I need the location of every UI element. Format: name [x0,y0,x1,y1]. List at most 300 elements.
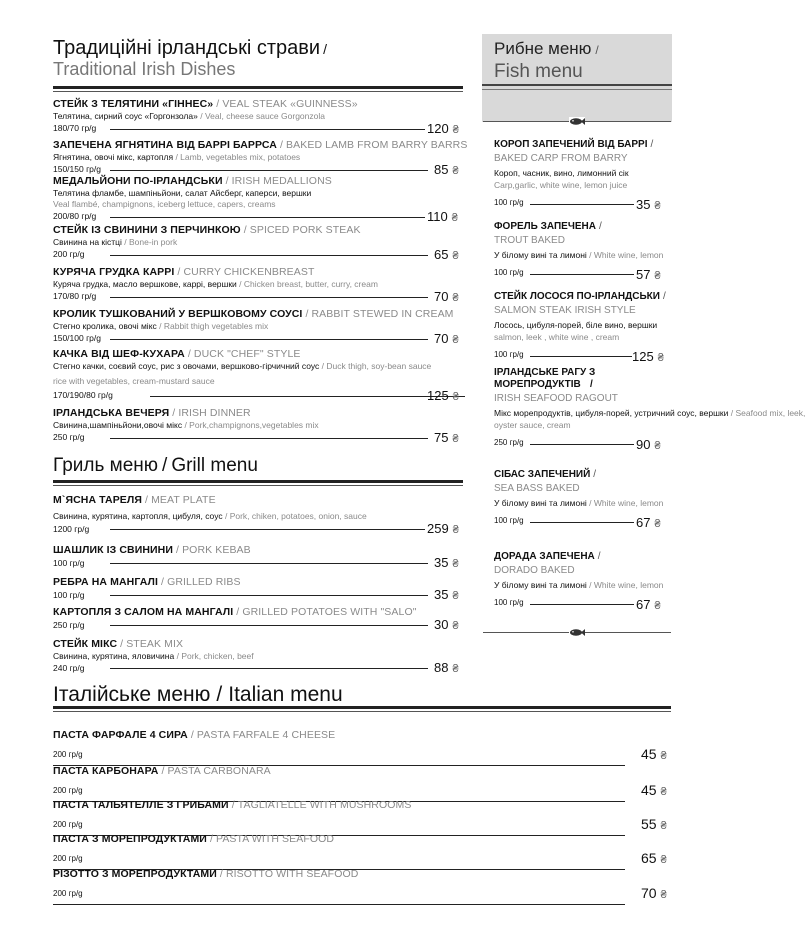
price-leader [110,438,428,439]
fish-item-description [494,408,805,419]
item-name-en: PORK KEBAB [182,544,251,556]
irish-title-en: Traditional Irish Dishes [53,59,236,79]
fish-item-name [494,139,653,150]
fish-title-rule [482,84,672,86]
fish-item-name-ua: ІРЛАНДСЬКЕ РАГУ З МОРЕПРОДУКТІВ [494,367,596,390]
item-name [53,407,251,419]
item-desc-ua: Телятина, сирний соус «Горгонзола» [53,111,198,121]
item-weight: 200 гр/g [53,854,83,863]
price-value: 259 [427,521,449,536]
fish-divider-top [483,117,671,127]
fish-item-name-en: SALMON STEAK IRISH STYLE [494,305,636,316]
item-desc-ua: Стегно кролика, овочі мікс [53,321,157,331]
fish-item-description-2: salmon, leek , white wine , cream [494,332,620,342]
item-name-en: STEAK MIX [126,638,184,650]
item-price [427,388,459,403]
item-name-en: GRILLED POTATOES WITH "SALO" [242,606,417,618]
currency-sign: ₴ [452,524,459,536]
price-value: 88 [434,660,449,675]
fish-item-name-en: BAKED CARP FROM BARRY [494,153,628,164]
fish-item-description [494,498,663,509]
currency-sign: ₴ [452,292,459,304]
item-description-2: Veal flambé, champignons, iceberg lettuce, capers, creams [53,199,276,209]
grill-title-rule-thin [53,485,463,486]
item-weight: 200 гр/g [53,820,83,829]
desc-separator: / [222,511,230,521]
fish-title-en: Fish menu [494,61,583,82]
item-name [53,576,241,588]
price-value: 55 [641,816,657,832]
price-leader [110,255,428,256]
price-value: 67 [636,597,651,612]
item-name-ua: КРОЛИК ТУШКОВАНИЙ У ВЕРШКОВОМУ СОУСІ [53,308,303,320]
name-slash: / [593,469,597,480]
item-description [53,237,177,248]
desc-separator: / [586,250,594,260]
item-desc-ua: Свинина, курятина, яловичина [53,651,175,661]
currency-sign: ₴ [452,165,459,177]
price-leader [530,274,634,275]
grill-title-ua: Гриль меню [53,455,159,476]
price-leader [110,170,428,171]
fish-item-name [494,291,666,302]
fish-item-name-ua: ДОРАДА ЗАПЕЧЕНА [494,551,595,562]
item-name [53,98,358,110]
name-separator: / [173,544,183,556]
price-value: 120 [427,121,449,136]
item-weight: 250 гр/g [53,620,85,630]
item-name-ua: СТЕЙК З ТЕЛЯТИНИ «ГІННЕС» [53,98,214,110]
item-price [427,521,459,536]
price-value: 65 [434,247,449,262]
price-value: 90 [636,437,651,452]
item-name-ua: М`ЯСНА ТАРЕЛЯ [53,494,143,506]
price-value: 125 [632,349,654,364]
item-price [641,816,667,832]
price-value: 30 [434,617,449,632]
fish-desc-en: White wine, lemon [593,250,664,260]
item-description [53,152,300,163]
item-name [53,308,454,320]
fish-item-description-2: Carp,garlic, white wine, lemon juice [494,180,628,190]
price-leader [530,604,634,605]
item-weight: 200 гр/g [53,889,83,898]
price-value: 110 [427,209,448,224]
item-price [434,331,459,346]
item-name-en: MEAT PLATE [151,494,216,506]
item-name-en: BAKED LAMB FROM BARRY BARRS [286,139,468,151]
item-desc-ua: Телятина фламбе, шампіньйони, салат Айсберг, каперси, вершки [53,188,312,198]
item-weight: 170/80 гр/g [53,291,97,301]
fish-item-description [494,168,629,179]
currency-sign: ₴ [452,620,459,632]
currency-sign: ₴ [452,433,459,445]
item-desc-en: Pork, chicken, beef [181,651,254,661]
currency-sign: ₴ [452,558,459,570]
irish-title-slash: / [323,41,327,57]
name-separator: / [213,98,223,110]
name-separator: / [276,139,287,151]
item-price [641,885,667,901]
name-separator: / [187,729,197,741]
desc-separator: / [156,321,164,331]
price-leader [530,204,634,205]
item-price [434,289,459,304]
italian-title [53,684,343,705]
item-description [53,420,319,431]
price-value: 35 [434,555,449,570]
item-name-ua: КУРЯЧА ГРУДКА КАРРІ [53,266,175,278]
item-name-en: PASTA FARFALE 4 CHEESE [196,729,336,741]
price-leader [530,444,634,445]
fish-title-rule-thin [482,89,672,90]
fish-desc-ua: Мікс морепродуктів, цибуля-порей, устричний соус, вершки [494,408,729,418]
price-value: 57 [636,267,651,282]
item-desc-en: Veal, cheese sauce Gorgonzola [204,111,325,121]
fish-item-name-en: TROUT BAKED [494,235,565,246]
item-name [53,544,251,556]
fish-icon [569,117,585,126]
name-separator: / [169,407,179,419]
desc-separator: / [121,237,130,247]
item-name-ua: СТЕЙК МІКС [53,638,118,650]
fish-item-name-ua: СІБАС ЗАПЕЧЕНИЙ [494,469,591,480]
item-price [636,197,661,212]
item-desc-en: Lamb, vegetables mix, potatoes [180,152,301,162]
desc-separator: / [586,498,594,508]
item-name [53,139,467,151]
italian-title-slash: / [216,683,223,706]
item-name-ua: РІЗОТТО З МОРЕПРОДУКТАМИ [53,868,217,880]
desc-separator: / [174,651,182,661]
item-weight: 150/100 гр/g [53,333,102,343]
fish-desc-en: White wine, lemon [593,580,664,590]
item-price [636,515,661,530]
item-name-en: IRISH MEDALLIONS [231,175,332,187]
price-leader [530,356,632,357]
name-slash: / [597,551,601,562]
fish-icon [569,628,585,637]
fish-desc-ua: Лосось, цибуля-порей, біле вино, вершки [494,320,658,330]
item-name [53,266,315,278]
item-weight: 200/80 гр/g [53,211,97,221]
price-leader [110,129,425,130]
fish-title-ua: Рибне меню [494,39,592,58]
currency-sign: ₴ [660,889,667,901]
currency-sign: ₴ [452,250,459,262]
item-name-ua: РЕБРА НА МАНГАЛІ [53,576,159,588]
item-name-en: VEAL STEAK «GUINNESS» [222,98,358,110]
fish-item-description [494,580,663,591]
currency-sign: ₴ [654,270,661,282]
item-desc-en: Pork, chiken, potatoes, onion, sauce [229,511,367,521]
item-name-ua: ШАШЛИК ІЗ СВИНИНИ [53,544,174,556]
item-price [434,247,459,262]
fish-item-weight: 100 гр/g [494,598,524,607]
fish-item-weight: 100 гр/g [494,268,524,277]
fish-item-name-en: DORADO BAKED [494,565,575,576]
item-name [53,224,361,236]
item-weight: 1200 гр/g [53,524,90,534]
item-name-en: PASTA CARBONARA [167,765,271,777]
item-price [434,617,459,632]
grill-title-en: Grill menu [171,455,258,476]
item-name-ua: ПАСТА ТАЛЬЯТЕЛЛЕ З ГРИБАМИ [53,799,229,811]
fish-item-name-en: IRISH SEAFOOD RAGOUT [494,393,618,404]
fish-item-name-en: SEA BASS BAKED [494,483,580,494]
price-leader [53,904,625,905]
price-leader [110,563,428,564]
currency-sign: ₴ [654,200,661,212]
irish-title-rule-thin [53,91,463,92]
fish-item-description [494,320,657,331]
name-separator: / [240,224,250,236]
item-weight: 170/190/80 гр/g [53,390,113,400]
item-description [53,361,431,372]
desc-separator: / [586,580,594,590]
currency-sign: ₴ [452,590,459,602]
desc-separator: / [173,152,181,162]
item-price [434,587,459,602]
currency-sign: ₴ [451,212,458,224]
fish-desc-ua: У білому вині та лимоні [494,580,587,590]
desc-separator: / [319,361,327,371]
item-name [53,765,271,777]
grill-title [53,456,258,475]
price-value: 35 [636,197,651,212]
name-separator: / [222,175,232,187]
item-weight: 100 гр/g [53,558,85,568]
item-price [636,437,661,452]
irish-title [53,38,327,78]
item-name [53,833,334,845]
item-description-2: rice with vegetables, cream-mustard sauce [53,376,215,386]
fish-divider-bottom [483,628,671,638]
item-name [53,348,301,360]
currency-sign: ₴ [654,440,661,452]
currency-sign: ₴ [660,854,667,866]
price-leader [110,529,425,530]
item-name-en: TAGLIATELLE WITH MUSHROOMS [237,799,412,811]
price-value: 70 [434,289,449,304]
currency-sign: ₴ [452,391,459,403]
desc-separator: / [182,420,190,430]
item-name [53,606,417,618]
item-name-ua: ПАСТА З МОРЕПРОДУКТАМИ [53,833,207,845]
fish-item-name [494,469,596,480]
item-price [434,430,459,445]
item-price [641,746,667,762]
italian-title-en: Italian menu [228,683,343,706]
fish-item-weight: 100 гр/g [494,198,524,207]
desc-separator: / [236,279,244,289]
price-leader [110,625,428,626]
fish-desc-ua: У білому вині та лимоні [494,498,587,508]
desc-separator: / [197,111,205,121]
price-value: 75 [434,430,449,445]
item-name-en: CURRY CHICKENBREAST [183,266,315,278]
name-separator: / [117,638,127,650]
currency-sign: ₴ [657,352,664,364]
item-weight: 150/150 гр/g [53,164,102,174]
fish-title [494,39,599,83]
item-price [434,162,459,177]
name-slash: / [650,139,654,150]
desc-separator: / [728,408,736,418]
price-leader [150,396,465,397]
item-name-en: IRISH DINNER [178,407,251,419]
item-weight: 200 гр/g [53,750,83,759]
name-slash: / [662,291,666,302]
item-name [53,868,358,880]
item-weight: 180/70 гр/g [53,123,97,133]
item-price [636,267,661,282]
item-desc-ua: Свинина на кістці [53,237,122,247]
item-desc-ua: Свинина, курятина, картопля, цибуля, соус [53,511,223,521]
item-name [53,494,216,506]
fish-item-name-ua: КОРОП ЗАПЕЧЕНИЙ ВІД БАРРІ [494,139,648,150]
item-description [53,511,367,522]
italian-title-ua: Італійське меню [53,683,211,706]
fish-item-description [494,250,663,261]
currency-sign: ₴ [452,124,459,136]
price-value: 85 [434,162,449,177]
item-price [641,850,667,866]
price-leader [110,297,428,298]
price-value: 70 [641,885,657,901]
price-leader [530,522,634,523]
item-name-ua: ЗАПЕЧЕНА ЯГНЯТИНА ВІД БАРРІ БАРРСА [53,139,277,151]
item-name [53,175,332,187]
item-name-en: PASTA WITH SEAFOOD [216,833,335,845]
fish-desc-en: Seafood mix, leek, [735,408,805,418]
name-separator: / [228,799,238,811]
item-name-ua: СТЕЙК ІЗ СВИНИНИ З ПЕРЧИНКОЮ [53,224,241,236]
grill-title-slash: / [162,455,168,476]
name-separator: / [158,576,168,588]
currency-sign: ₴ [660,820,667,832]
item-name-en: SPICED PORK STEAK [249,224,361,236]
price-value: 67 [636,515,651,530]
name-slash: / [599,221,602,232]
item-name-ua: ПАСТА КАРБОНАРА [53,765,159,777]
fish-desc-en: White wine, lemon [593,498,664,508]
item-name [53,729,335,741]
item-price [434,660,459,675]
fish-title-slash: / [595,43,599,57]
item-desc-en: Bone-in pork [129,237,178,247]
fish-desc-ua: Короп, часник, вино, лимонний сік [494,168,629,178]
item-weight: 200 гр/g [53,786,83,795]
item-description [53,321,268,332]
fish-item-weight: 100 гр/g [494,350,524,359]
item-price [636,597,661,612]
fish-desc-ua: У білому вині та лимоні [494,250,587,260]
fish-item-description-2: oyster sauce, cream [494,420,571,430]
name-separator: / [184,348,194,360]
item-desc-ua: Ягнятина, овочі мікс, картопля [53,152,174,162]
price-value: 45 [641,746,657,762]
name-separator: / [302,308,312,320]
item-desc-ua: Стегно качки, соєвий соус, рис з овочами, вершково-гірчичний соус [53,361,320,371]
item-weight: 100 гр/g [53,590,85,600]
item-name-ua: ПАСТА ФАРФАЛЕ 4 СИРА [53,729,188,741]
item-price [427,209,458,224]
price-value: 35 [434,587,449,602]
name-separator: / [206,833,216,845]
price-leader [110,217,425,218]
currency-sign: ₴ [452,334,459,346]
fish-item-name [494,221,602,232]
price-value: 45 [641,782,657,798]
item-name-en: RABBIT STEWED IN CREAM [311,308,454,320]
item-name-en: RISOTTO WITH SEAFOOD [225,868,359,880]
item-name-en: GRILLED RIBS [167,576,241,588]
currency-sign: ₴ [660,750,667,762]
item-desc-en: Duck thigh, soy-bean sauce [326,361,432,371]
grill-title-rule [53,480,463,483]
fish-item-weight: 250 гр/g [494,438,524,447]
currency-sign: ₴ [654,518,661,530]
fish-item-name [494,551,601,562]
italian-title-rule-thin [53,711,671,712]
item-name-ua: МЕДАЛЬЙОНИ ПО-ІРЛАНДСЬКИ [53,175,223,187]
fish-item-weight: 100 гр/g [494,516,524,525]
item-name-en: DUCK "CHEF" STYLE [193,348,301,360]
price-leader [110,595,428,596]
item-desc-ua: Свинина,шампіньйони,овочі мікс [53,420,183,430]
price-value: 70 [434,331,449,346]
item-desc-en: Pork,champignons,vegetables mix [189,420,319,430]
item-weight: 250 гр/g [53,432,85,442]
item-desc-en: Rabbit thigh vegetables mix [163,321,269,331]
name-separator: / [158,765,168,777]
item-name-ua: КАЧКА ВІД ШЕФ-КУХАРА [53,348,185,360]
name-separator: / [216,868,226,880]
price-leader [110,668,428,669]
fish-item-name-ua: СТЕЙК ЛОСОСЯ ПО-ІРЛАНДСЬКИ [494,291,660,302]
item-name [53,799,411,811]
price-value: 65 [641,850,657,866]
item-desc-en: Chicken breast, butter, curry, cream [243,279,378,289]
price-leader [110,339,428,340]
item-weight: 200 гр/g [53,249,85,259]
name-separator: / [233,606,243,618]
item-price [641,782,667,798]
item-name-ua: ІРЛАНДСЬКА ВЕЧЕРЯ [53,407,170,419]
item-description [53,279,378,290]
fish-item-name-ua: ФОРЕЛЬ ЗАПЕЧЕНА [494,221,596,232]
item-description [53,188,311,199]
item-desc-ua: Куряча грудка, масло вершкове, каррі, вершки [53,279,237,289]
currency-sign: ₴ [654,600,661,612]
item-price [427,121,459,136]
irish-title-ua: Традиційні ірландські страви [53,37,321,59]
item-weight: 240 гр/g [53,663,85,673]
item-name-ua: КАРТОПЛЯ З САЛОМ НА МАНГАЛІ [53,606,234,618]
item-price [434,555,459,570]
currency-sign: ₴ [452,663,459,675]
item-name [53,638,183,650]
price-value: 125 [427,388,449,403]
item-description [53,651,254,662]
italian-title-rule [53,706,671,709]
name-separator: / [142,494,152,506]
irish-title-rule [53,86,463,89]
name-slash: / [590,379,593,390]
name-separator: / [174,266,184,278]
item-price [632,349,664,364]
